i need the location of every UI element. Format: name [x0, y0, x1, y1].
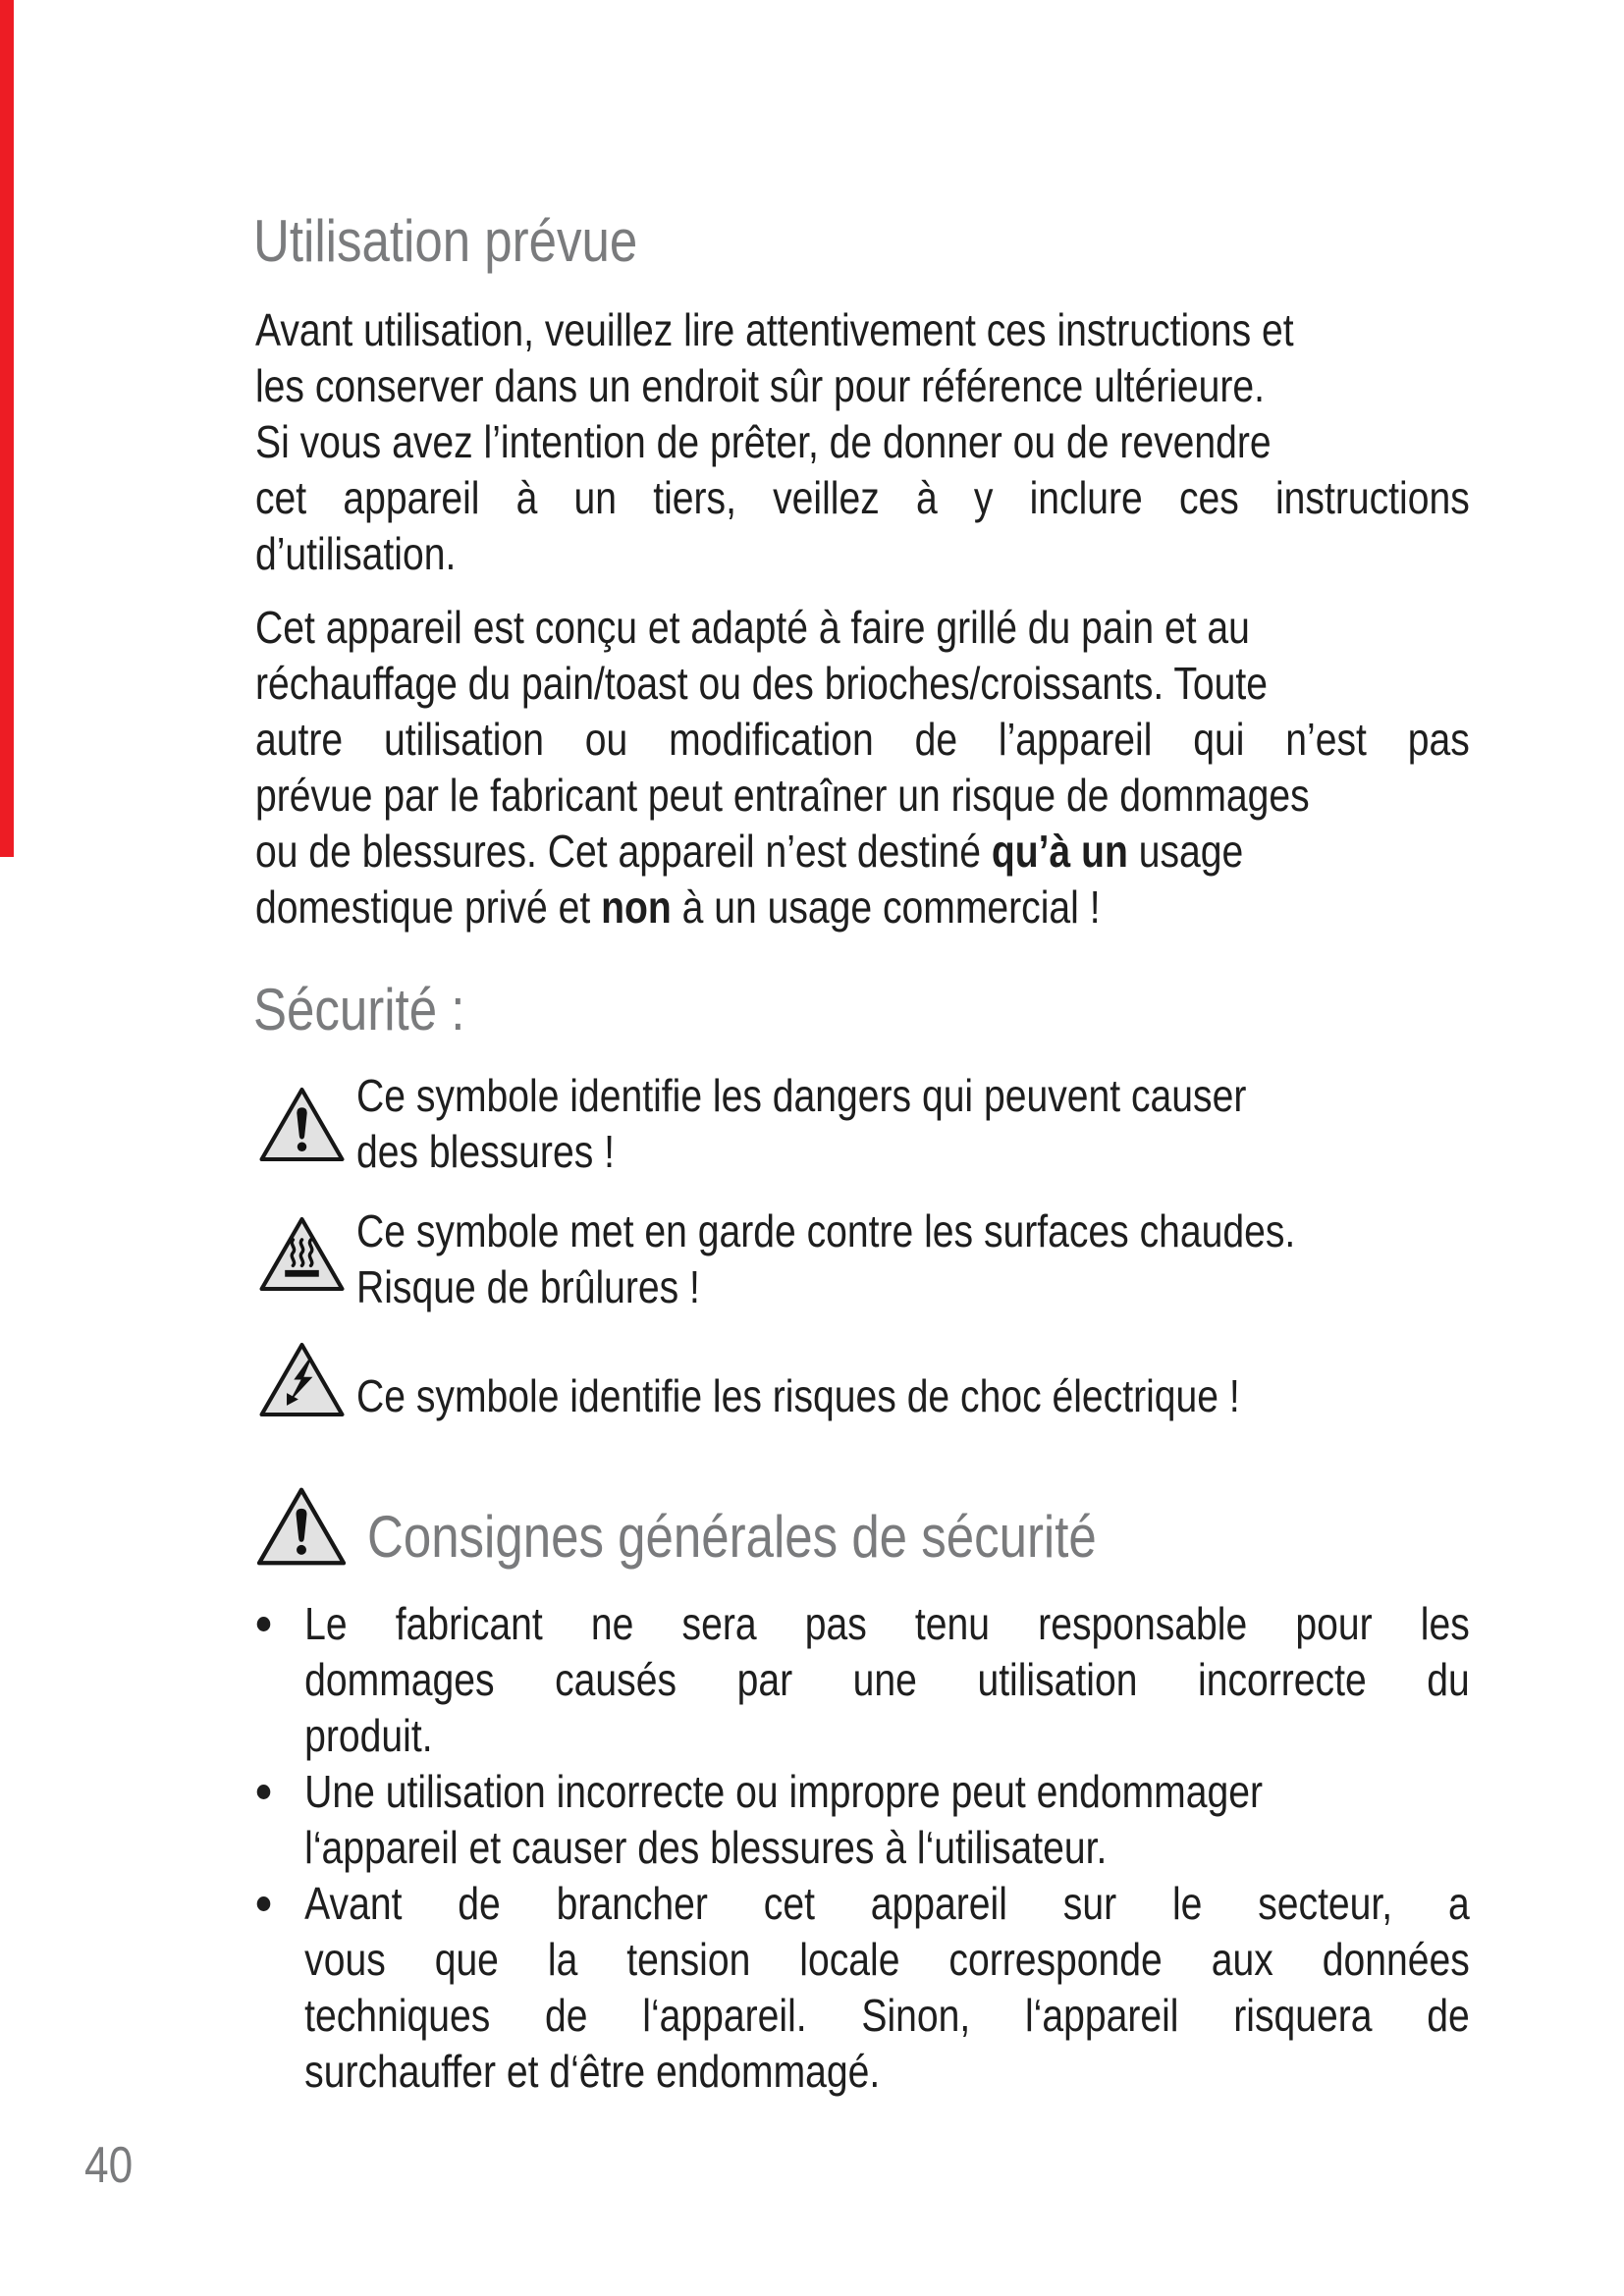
text-segment: ou de blessures. Cet appareil n’est destiné	[255, 826, 992, 877]
warning-line: Ce symbole met en garde contre les surfaces chaudes.	[356, 1205, 1296, 1256]
bullet-line: produit.	[304, 1710, 433, 1761]
paragraph-line: d’utilisation.	[255, 528, 457, 579]
list-item	[255, 1596, 1470, 1764]
bullet-line: vous que la tension locale corresponde aux données	[304, 1934, 1470, 1985]
text-segment: usage	[1127, 826, 1244, 877]
warning-triangle-icon	[257, 1083, 347, 1166]
warning-line: Risque de brûlures !	[356, 1261, 700, 1312]
bullet-line: dommages causés par une utilisation incorrecte du	[304, 1654, 1470, 1705]
page-title: Utilisation prévue	[253, 208, 638, 274]
intro-paragraph-1	[255, 302, 1470, 582]
bullet-line: Une utilisation incorrecte ou impropre peut endommager	[304, 1766, 1263, 1817]
warning-text-electric	[356, 1368, 1240, 1424]
hot-surface-icon	[257, 1212, 347, 1296]
paragraph-line	[255, 880, 1470, 935]
intro-paragraph-2	[255, 600, 1470, 935]
paragraph-line: Cet appareil est conçu et adapté à faire grillé du pain et au	[255, 602, 1250, 653]
warning-line: des blessures !	[356, 1126, 615, 1177]
paragraph-line: autre utilisation ou modification de l’appareil qui n’est pas	[255, 714, 1470, 765]
warning-text-injury	[356, 1068, 1246, 1180]
bullet-line: Le fabricant ne sera pas tenu responsable pour les	[304, 1598, 1470, 1649]
bullet-line: Avant de brancher cet appareil sur le secteur, a	[304, 1878, 1470, 1929]
text-segment: à un usage commercial !	[671, 881, 1101, 933]
list-item	[255, 1876, 1470, 2100]
paragraph-line: réchauffage du pain/toast ou des brioches/croissants. Toute	[255, 658, 1269, 709]
text-segment-bold: qu’à un	[991, 826, 1128, 877]
page-number: 40	[84, 2137, 134, 2194]
bullet-line: surchauffer et d‘être endommagé.	[304, 2046, 881, 2097]
paragraph-line: les conserver dans un endroit sûr pour référence ultérieure.	[255, 360, 1266, 411]
warning-text-hot-surface	[356, 1203, 1295, 1315]
page-edge-red-bar	[0, 0, 14, 857]
text-segment: domestique privé et	[255, 881, 602, 933]
list-item	[255, 1764, 1470, 1876]
warning-triangle-icon	[251, 1484, 352, 1569]
bullet-line: techniques de l‘appareil. Sinon, l‘appareil risquera de	[304, 1990, 1470, 2041]
warning-line: Ce symbole identifie les risques de choc électrique !	[356, 1370, 1240, 1421]
paragraph-line: prévue par le fabricant peut entraîner un risque de dommages	[255, 770, 1310, 821]
paragraph-line: Si vous avez l’intention de prêter, de donner ou de revendre	[255, 416, 1272, 467]
paragraph-line: cet appareil à un tiers, veillez à y inclure ces instructions	[255, 472, 1470, 523]
electric-shock-icon	[257, 1338, 347, 1421]
text-segment-bold: non	[601, 881, 672, 933]
warning-line: Ce symbole identifie les dangers qui peuvent causer	[356, 1070, 1247, 1121]
safety-bullet-list	[255, 1596, 1470, 2100]
paragraph-line	[255, 824, 1470, 880]
section-title-securite: Sécurité :	[253, 977, 465, 1042]
bullet-line: l‘appareil et causer des blessures à l‘utilisateur.	[304, 1822, 1108, 1873]
section-title-consignes: Consignes générales de sécurité	[367, 1504, 1097, 1570]
paragraph-line: Avant utilisation, veuillez lire attentivement ces instructions et	[255, 304, 1294, 355]
